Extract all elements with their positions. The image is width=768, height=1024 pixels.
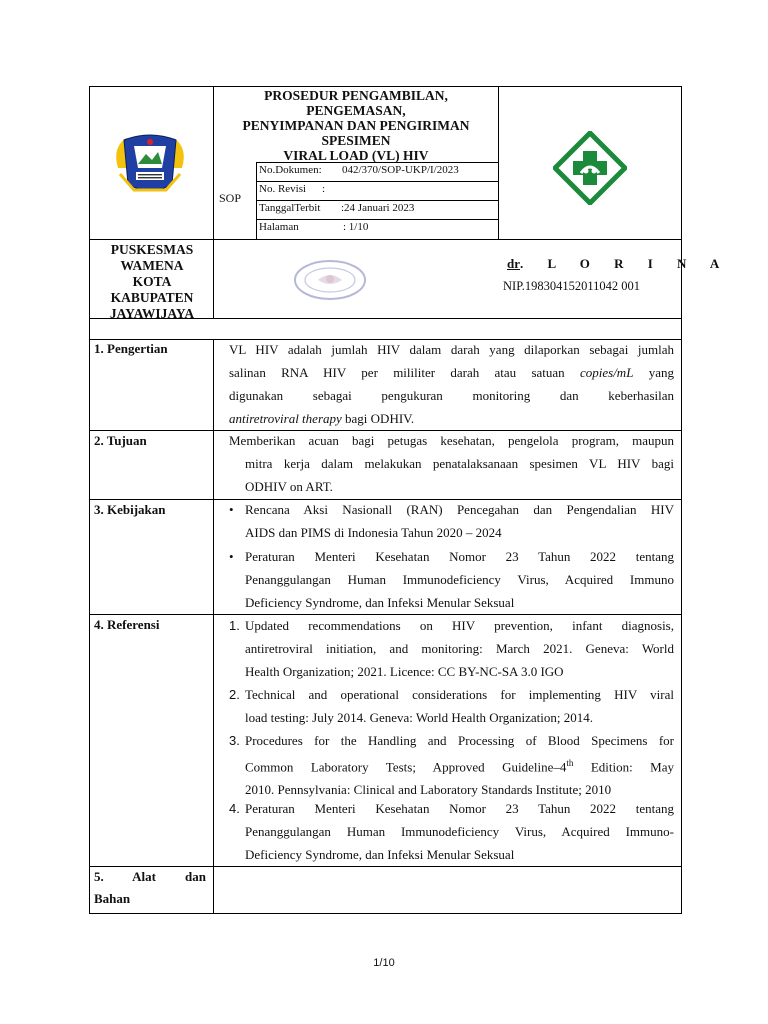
title-line: PROSEDUR PENGAMBILAN,	[264, 88, 448, 103]
institution-line: KOTA	[132, 274, 172, 289]
text-line: antiretroviral initiation, and monitoring: March 2021. Geneva: World	[245, 641, 674, 656]
text-line: ODHIV on ART.	[245, 479, 333, 494]
text-line: Penanggulangan Human Immunodeficiency Virus, Acquired Immuno-	[245, 824, 674, 839]
referensi-item-1	[245, 614, 674, 683]
referensi-item-3	[245, 729, 674, 801]
label-line: 5. Alat dan	[94, 869, 206, 884]
text-span: bagi ODHIV.	[345, 411, 415, 426]
page-number: 1/10	[373, 957, 395, 969]
text-line: Peraturan Menteri Kesehatan Nomor 23 Tahun 2022 tentang	[245, 801, 674, 816]
list-number: 3.	[229, 733, 240, 748]
text-line	[229, 407, 674, 430]
institution-name	[92, 242, 212, 322]
text-line: VL HIV adalah jumlah HIV dalam darah yang dilaporkan sebagai jumlah	[229, 342, 674, 357]
meta-tanggal-terbit	[259, 202, 414, 214]
signer-nip: NIP.198304152011042 001	[503, 279, 641, 293]
text-span: yang	[648, 365, 675, 380]
text-line: Penanggulangan Human Immunodeficiency Virus, Acquired Immuno	[245, 572, 674, 587]
meta-halaman	[259, 221, 368, 233]
signer-prefix: dr	[507, 256, 520, 271]
text-line: Rencana Aksi Nasionall (RAN) Pencegahan dan Pengendalian HIV	[245, 502, 674, 517]
text-line: mitra kerja dalam melakukan penatalaksanaan spesimen VL HIV bagi	[245, 456, 674, 471]
kabupaten-emblem-icon	[110, 128, 190, 200]
section-label-pengertian: 1. Pengertian	[94, 341, 168, 356]
text-line: 2010. Pennsylvania: Clinical and Laboratory Standards Institute; 2010	[245, 782, 612, 798]
text-span: salinan RNA HIV per mililiter darah atau satuan	[229, 365, 565, 380]
signer-spaced-name: . L O R I N A	[520, 256, 730, 271]
text-italic: copies/mL	[579, 365, 634, 380]
puskesmas-logo-icon	[553, 131, 627, 205]
text-line: Updated recommendations on HIV prevention, infant diagnosis,	[245, 618, 674, 633]
text-line	[229, 361, 674, 384]
bullet-marker: •	[229, 502, 234, 517]
meta-label: No. Revisi	[259, 183, 307, 195]
referensi-item-2	[245, 683, 674, 729]
meta-no-dokumen	[259, 164, 459, 176]
text-line: Health Organization; 2021. Licence: CC BY-NC-SA 3.0 IGO	[245, 664, 564, 679]
title-line: SPESIMEN	[321, 133, 391, 148]
institution-line: KABUPATEN	[110, 290, 194, 305]
kebijakan-item-2	[245, 545, 674, 614]
title-line: PENYIMPANAN DAN PENGIRIMAN	[242, 118, 470, 133]
institution-line: PUSKESMAS	[110, 242, 194, 257]
kebijakan-item-1	[245, 498, 674, 544]
text-span: Common Laboratory Tests; Approved Guideline–4	[245, 759, 567, 775]
bullet-marker: •	[229, 549, 234, 564]
document-title	[214, 88, 498, 163]
text-line	[245, 752, 674, 778]
section-label-alat	[94, 866, 206, 910]
meta-value: :	[322, 183, 326, 195]
title-line: VIRAL LOAD (VL) HIV	[283, 148, 429, 163]
text-line: Deficiency Syndrome, dan Infeksi Menular Seksual	[245, 595, 515, 610]
text-line: Procedures for the Handling and Processing of Blood Specimens for	[245, 733, 674, 748]
section-label-tujuan: 2. Tujuan	[94, 433, 147, 448]
section-label-kebijakan: 3. Kebijakan	[94, 502, 166, 517]
sop-label: SOP	[219, 191, 242, 205]
text-line: digunakan sebagai pengukuran monitoring dan keberhasilan	[229, 388, 674, 403]
text-line: Technical and operational considerations for implementing HIV viral	[245, 687, 674, 702]
section-body-tujuan	[229, 429, 674, 498]
label-line: Bahan	[94, 891, 131, 906]
signer-name	[507, 256, 730, 272]
text-line: Memberikan acuan bagi petugas kesehatan, pengelola program, maupun	[229, 433, 674, 448]
meta-value: :24 Januari 2023	[341, 202, 415, 214]
list-number: 2.	[229, 687, 240, 702]
meta-label: Halaman	[259, 221, 299, 233]
text-line: AIDS dan PIMS di Indonesia Tahun 2020 – 2024	[245, 525, 502, 540]
institution-line: JAYAWIJAYA	[109, 306, 195, 321]
text-line: Peraturan Menteri Kesehatan Nomor 23 Tahun 2022 tentang	[245, 549, 674, 564]
meta-no-revisi	[259, 183, 325, 195]
meta-value: 042/370/SOP-UKP/I/2023	[342, 164, 459, 176]
text-span: Edition: May	[573, 759, 674, 775]
institution-line: WAMENA	[120, 258, 184, 273]
text-italic: antiretroviral therapy	[229, 411, 342, 426]
title-line: PENGEMASAN,	[306, 103, 406, 118]
meta-label: No.Dokumen:	[259, 164, 322, 176]
superscript: th	[566, 758, 574, 768]
section-body-pengertian	[229, 338, 674, 430]
text-line: load testing: July 2014. Geneva: World Health Organization; 2014.	[245, 710, 593, 725]
meta-value: : 1/10	[343, 221, 369, 233]
referensi-item-4	[245, 797, 674, 866]
list-number: 4.	[229, 801, 240, 816]
list-number: 1.	[229, 618, 240, 633]
section-label-referensi: 4. Referensi	[94, 617, 160, 632]
meta-label: TanggalTerbit	[259, 202, 321, 214]
text-line: Deficiency Syndrome, dan Infeksi Menular Seksual	[245, 847, 515, 862]
official-stamp-icon	[292, 258, 368, 302]
